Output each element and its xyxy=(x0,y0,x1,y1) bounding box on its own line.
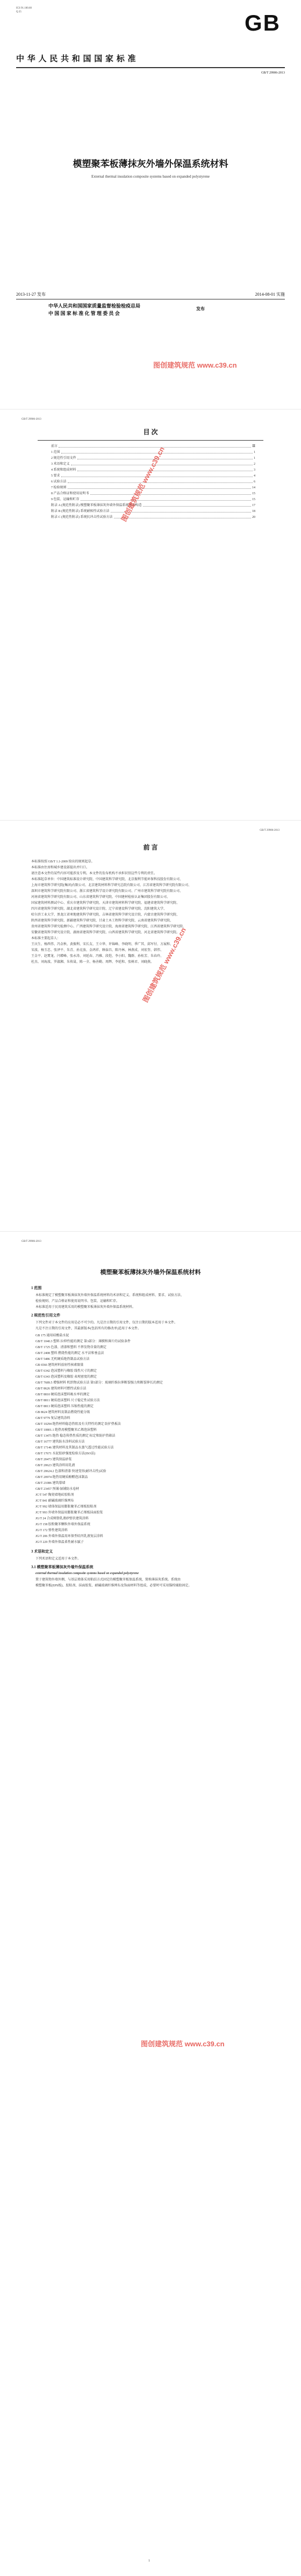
reference-item: GB/T 10294 绝热材料稳态热阻及有关特性的测定 防护热板法 xyxy=(35,1423,121,1426)
standard-code: GB/T 29906-2013 xyxy=(261,71,285,75)
toc-watermark: 图创建筑规范 www.c39.cn xyxy=(119,445,166,523)
preface-line: 杜杰、刘海波、罗淑湘、朱传晟、陈一全、杨善勤、周辉、李延和、张树君、刘晓燕。 xyxy=(31,961,154,964)
toc-item-label: 9 包装、运输和贮存 xyxy=(51,498,80,501)
toc-leader xyxy=(59,444,251,448)
reference-item: GB/T 16777 建筑防水涂料试验方法 xyxy=(35,1440,85,1444)
reference-item: JC/T 841 耐碱玻璃纤维网布 xyxy=(35,1499,74,1503)
toc-item-page: 3 xyxy=(254,469,255,472)
toc-item-page: 18 xyxy=(252,510,255,513)
standard-type: 中 华 人 民 共 和 国 国 家 标 准 xyxy=(16,55,137,63)
reference-item: GB/T 10801.1 绝热用模塑聚苯乙烯泡沫塑料 xyxy=(35,1429,97,1432)
reference-item: GB/T 21086 建筑幕墙 xyxy=(35,1482,66,1485)
toc-item-page: 1 xyxy=(254,451,255,454)
implementation-date: 2014-08-01 实施 xyxy=(255,292,285,297)
term-3-1-line: 置于建筑物外墙外侧，与基层墙体采用粘结方式固定的模塑聚苯板保温系统，简称薄抹灰系统。系统由 xyxy=(35,1578,181,1582)
reference-item: GB/T 8810 硬质泡沫塑料吸水率的测定 xyxy=(35,1393,90,1396)
toc-item-label: 7 检验规则 xyxy=(51,486,67,489)
toc-item-label: 6 试验方法 xyxy=(51,480,67,484)
reference-item: GB 175 通用硅酸盐水泥 xyxy=(35,1334,69,1337)
reference-item: GB/T 8811 硬质泡沫塑料 尺寸稳定性试验方法 xyxy=(35,1399,100,1402)
page-number: 1 xyxy=(148,2559,150,2563)
reference-item: GB/T 17146 建筑材料及其制品水蒸气透过性能试验方法 xyxy=(35,1446,114,1450)
preface-line: 本标准由住房和城乡建设部提出并归口。 xyxy=(31,866,90,869)
reference-item: GB 8624 建筑材料及制品燃烧性能分级 xyxy=(35,1411,90,1414)
reference-item: GB/T 23457 预铺/湿铺防水卷材 xyxy=(35,1488,80,1491)
toc-item-page: 6 xyxy=(254,480,255,484)
toc-item[interactable] xyxy=(51,509,255,514)
toc-rule-top xyxy=(38,440,263,441)
preface-line: 宋波、杨玉忠、张泽平、朱青、孙克放、金鸿祥、顾泰昌、陈丹林、林燕成、刘宏奎、韩伟、 xyxy=(31,949,164,952)
section-2-intro-line: 凡是不注日期的引用文件，其最新版本(包括所有的修改单)适用于本文件。 xyxy=(35,1327,141,1330)
ccs-code: Q 25 xyxy=(16,11,22,13)
preface-watermark: 图创建筑规范 www.c39.cn xyxy=(141,926,188,1004)
reference-item: JG/T 206 外墙外保温用环保型硅丙乳液复层涂料 xyxy=(35,1535,103,1538)
toc-item-label: 前言 xyxy=(51,445,58,448)
reference-item: GB/T 20974 绝热用硬质酚醛泡沫制品 xyxy=(35,1476,88,1479)
reference-item: GB/T 1725 色漆、清漆和塑料 不挥发物含量的测定 xyxy=(35,1346,107,1349)
reference-item: GB/T 7689.5 增强材料 机织物试验方法 第5部分：玻璃纤维拉伸断裂强力和断裂伸长的测定 xyxy=(35,1381,163,1385)
main-watermark: 图创建筑规范 www.c39.cn xyxy=(141,2040,225,2048)
toc-item-page: 14 xyxy=(252,486,255,489)
page-divider xyxy=(0,820,301,821)
toc-item-page: 4 xyxy=(254,474,255,478)
toc-item[interactable] xyxy=(51,503,255,508)
preface-line: 河南省建筑科学研究院有限公司、山东省建筑科学研究院、中国建材检验认证集团股份有限公司、 xyxy=(31,896,170,899)
toc-item-page: 15 xyxy=(252,498,255,501)
issuer-suffix: 发布 xyxy=(196,306,205,311)
toc-item[interactable] xyxy=(51,480,255,484)
reference-item: GB/T 5486 无机硬质绝热制品试验方法 xyxy=(35,1358,90,1361)
preface-header-code: GB/T 29906-2013 xyxy=(260,829,280,832)
reference-item: GB/T 20623 建筑涂料用乳液 xyxy=(35,1464,75,1467)
cover-title-en: External thermal insulation composite systems based on expanded polystyrene xyxy=(91,174,210,179)
toc-item-page: 1 xyxy=(254,457,255,460)
reference-item: JC/T 547 陶瓷墙地砖胶粘剂 xyxy=(35,1494,74,1497)
toc-leader xyxy=(90,492,251,495)
reference-item: GB/T 2408 塑料 燃烧性能的测定 水平法和垂直法 xyxy=(35,1352,104,1355)
preface-line: 本标准起草单位：中国建筑标准设计研究院、中国建筑科学研究院、北京振利节能环保科技股份有限公司、 xyxy=(31,878,183,881)
toc-item-label: 附录 C (规范性附录) 系统抗冲击性试验方法 xyxy=(51,516,113,519)
reference-item: GB 6566 建筑材料放射性核素限量 xyxy=(35,1364,84,1367)
toc-item-page: Ⅲ xyxy=(252,445,255,448)
section-3-title: 3 术语和定义 xyxy=(31,1549,53,1554)
cover-top-rule xyxy=(16,67,285,68)
toc-leader xyxy=(81,497,251,501)
toc-leader xyxy=(71,462,253,465)
preface-line: 王金平、赵霄龙、闫增峰、张永涛、刘延春、冯雅、段恺、李小阳、魏群、孙桂芳、朱春玲、 xyxy=(31,955,164,958)
toc-item[interactable] xyxy=(51,497,255,502)
reference-item: JG/T 229 外墙外保温柔性耐水腻子 xyxy=(35,1541,84,1544)
section-2-intro-line: 下列文件对于本文件的应用是必不可少的。凡是注日期的引用文件，仅注日期的版本适用于本文件。 xyxy=(35,1321,178,1324)
reference-item: JG/T 24 合成树脂乳液砂壁状建筑涂料 xyxy=(35,1517,89,1520)
reference-item: GB/T 6342 泡沫塑料与橡胶 线性尺寸的测定 xyxy=(35,1370,97,1373)
reference-item: JG/T 158 胶粉聚苯颗粒外墙外保温系统 xyxy=(35,1523,90,1526)
section-1-line: 本标准规定了模塑聚苯板薄抹灰外墙外保温系统材料的术语和定义、系统和组成材料、要求、试验方法、 xyxy=(35,1294,184,1297)
preface-line: 请注意本文件的某些内容可能涉及专利。本文件的发布机构不承担识别这些专利的责任。 xyxy=(31,872,157,875)
toc-item-label: 5 要求 xyxy=(51,474,60,478)
preface-line: 安徽省建筑科学研究设计院、湖南省建筑科学研究院、山西省建筑科学研究院、河北省建筑科学研究院。 xyxy=(31,931,180,934)
reference-item: GB/T 20624.2 色漆和清漆 快速变形(耐冲击性)试验 xyxy=(35,1470,106,1473)
reference-item: GB/T 13475 绝热 稳态传热性质的测定 标定和防护热箱法 xyxy=(35,1435,116,1438)
cover-page xyxy=(0,0,301,408)
cover-title-cn: 模塑聚苯板薄抹灰外墙外保温系统材料 xyxy=(73,159,228,169)
preface-line: 陕西省建筑科学研究院、新疆建筑科学研究院、甘肃土木工程科学研究院、云南省建筑科学研究院、 xyxy=(31,919,174,923)
reference-item: GB/T 17671 水泥胶砂强度检验方法(ISO法) xyxy=(35,1452,96,1455)
preface-line: 本标准主要起草人： xyxy=(31,937,61,940)
toc-leader xyxy=(61,474,253,477)
toc-leader xyxy=(114,515,252,518)
reference-item: GB/T 20473 建筑保温砂浆 xyxy=(35,1458,72,1461)
term-3-1-title: 3.1 模塑聚苯板薄抹灰外墙外保温系统 xyxy=(31,1565,94,1569)
preface-page xyxy=(0,822,301,1230)
toc-item-page: 20 xyxy=(252,516,255,519)
cover-watermark: 图创建筑规范 www.c39.cn xyxy=(153,361,237,369)
section-1-line: 检验规则、产品合格证和使用说明书、包装、运输和贮存。 xyxy=(35,1300,120,1303)
main-title: 模塑聚苯板薄抹灰外墙外保温系统材料 xyxy=(100,1269,201,1276)
toc-title: 目 次 xyxy=(143,428,158,436)
toc-item-page: 17 xyxy=(252,504,255,507)
section-1-line: 本标准适用于民用建筑采用的模塑聚苯板薄抹灰外墙外保温系统材料。 xyxy=(35,1306,136,1309)
issuer-sac: 中 国 国 家 标 准 化 管 理 委 员 会 xyxy=(48,311,120,316)
reference-item: JC/T 992 墙体保温用膨胀聚苯乙烯板胶粘剂 xyxy=(35,1505,97,1509)
preface-line: 上海市建筑科学研究院(集团)有限公司、北京建筑材料科学研究总院有限公司、江苏省建筑科学研究院有限公司、 xyxy=(31,884,191,887)
toc-item-page: 15 xyxy=(252,492,255,495)
page-divider xyxy=(0,1231,301,1232)
gb-logo: GB xyxy=(245,10,281,35)
toc-leader xyxy=(143,503,252,507)
section-3-intro: 下列术语和定义适用于本文件。 xyxy=(35,1557,81,1561)
toc-item-label: 附录 A (规范性附录) 模塑聚苯板薄抹灰外墙外保温系统基本构造 xyxy=(51,504,142,507)
toc-leader xyxy=(77,456,253,459)
ics-code: ICS 91.100.60 xyxy=(16,7,32,10)
preface-line: 哈尔滨工业大学、黑龙江省寒地建筑科学研究院、吉林省建筑科学研究设计院、内蒙古建筑科学研究院、 xyxy=(31,913,180,917)
preface-line: 本标准按照 GB/T 1.1-2009 给出的规则起草。 xyxy=(31,860,95,863)
toc-leader xyxy=(68,486,251,489)
reference-item: GB/T 9779 复层建筑涂料 xyxy=(35,1417,70,1420)
preface-line: 深圳市建筑科学研究院有限公司、浙江省建筑科学设计研究院有限公司、广州市建筑科学研究院有限公司、 xyxy=(31,890,183,893)
toc-page xyxy=(0,411,301,819)
toc-leader xyxy=(77,468,253,471)
term-3-1-en: external thermal insulation composite systems based on expanded polystyrene xyxy=(35,1572,139,1575)
issue-date: 2013-11-27 发布 xyxy=(16,292,46,297)
toc-item[interactable] xyxy=(51,492,255,496)
reference-item: JC/T 993 外墙外保温用膨胀聚苯乙烯板抹面胶浆 xyxy=(35,1511,103,1514)
toc-leader xyxy=(68,480,253,483)
preface-line: 王庆生、杨西伟、冯金秋、黄振利、宋长友、王立华、许锦峰、李晓明、季广其、邱军付、方展和、 xyxy=(31,943,174,946)
main-page xyxy=(0,1233,301,2576)
reference-item: GB/T 8813 硬质泡沫塑料 压缩性能的测定 xyxy=(35,1405,94,1408)
reference-item: GB/T 1040.3 塑料 拉伸性能的测定 第3部分：薄膜和薄片的试验条件 xyxy=(35,1340,131,1343)
reference-item: GB/T 8626 建筑材料可燃性试验方法 xyxy=(35,1387,87,1391)
preface-line: 四川省建筑科学研究院、湖北省建筑科学研究设计院、辽宁省建设科学研究院、沈阳建筑大学、 xyxy=(31,908,167,911)
reference-item: GB/T 6343 泡沫塑料及橡胶 表观密度的测定 xyxy=(35,1375,97,1379)
toc-item-label: 1 范围 xyxy=(51,451,60,454)
toc-item[interactable] xyxy=(51,444,255,449)
reference-item: JG/T 172 弹性建筑涂料 xyxy=(35,1529,68,1532)
toc-item-label: 3 术语和定义 xyxy=(51,463,70,466)
issuer-aqsiq: 中华人民共和国国家质量监督检验检疫总局 xyxy=(48,303,141,309)
preface-title: 前 言 xyxy=(143,844,158,851)
toc-item[interactable] xyxy=(51,515,255,519)
toc-item-label: 2 规范性引用文件 xyxy=(51,457,76,460)
toc-item-label: 附录 B (规范性附录) 系统耐候性试验方法 xyxy=(51,510,110,513)
toc-header-code: GB/T 29906-2013 xyxy=(22,418,41,421)
section-1-title: 1 范围 xyxy=(31,1286,42,1290)
preface-line: 贵州省建筑科学研究检测中心、广西建筑科学研究设计院、海南省建筑科学研究院、江西省建筑科学研究院、 xyxy=(31,925,187,928)
preface-line: 国家建筑材料测试中心、重庆市建筑科学研究院、天津市建筑材料科学研究院、福建省建筑科学研究院、 xyxy=(31,902,180,905)
term-3-1-line: 模塑聚苯板(EPS板)、胶粘剂、抹面胶浆、耐碱玻璃纤维网布及饰面材料等组成，必要时可采用锚栓辅助固定。 xyxy=(35,1584,192,1587)
section-2-title: 2 规范性引用文件 xyxy=(31,1313,61,1318)
main-header-code: GB/T 29906-2013 xyxy=(22,1240,41,1243)
toc-item[interactable] xyxy=(51,486,255,490)
toc-item-page: 2 xyxy=(254,463,255,466)
toc-item-label: 8 产品合格证和使用说明书 xyxy=(51,492,89,495)
toc-item-label: 4 系统和组成材料 xyxy=(51,469,76,472)
